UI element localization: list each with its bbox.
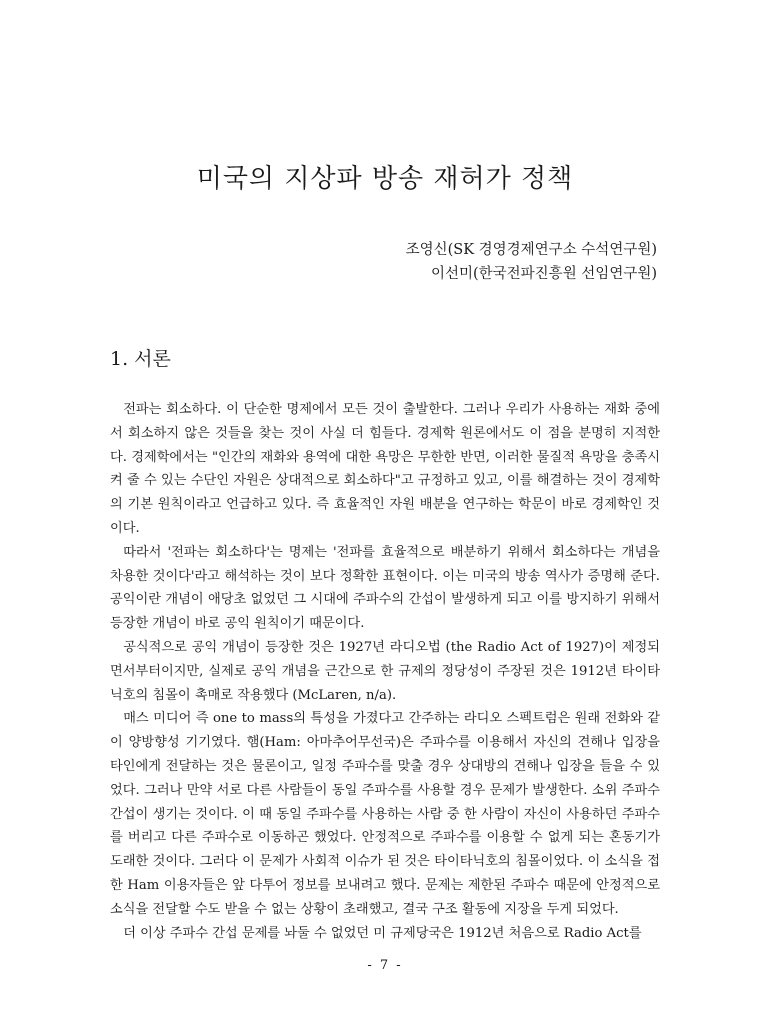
paragraph: 더 이상 주파수 간섭 문제를 놔둘 수 없었던 미 규제당국은 1912년 처음으로 Radio Act를 — [123, 925, 642, 941]
paragraph: 따라서 '전파는 회소하다'는 명제는 '전파를 효율적으로 배분하기 위해서 회소하다는 개념을 차용한 것이다'라고 해석하는 것이 보다 정확한 표현이다. 이는 미국의 방송 역사가 증명해 준다. 공익이란 개념이 애당초 없었던 그 시대에 주파수의 간섭이 발생하게 되고 이를 방지하기 위해서 등장한 개념이 바로 공익 원칙이기 때문이다. — [110, 544, 660, 632]
page-title: 미국의 지상파 방송 재허가 정책 — [196, 164, 574, 194]
section-heading: 1. 서론 — [110, 348, 171, 370]
author-line: 이선미(한국전파진흥원 선임연구원) — [430, 266, 657, 282]
body-text — [110, 398, 660, 945]
paragraph: 공식적으로 공익 개념이 등장한 것은 1927년 라디오법 (the Radio Act of 1927)이 제정되면서부터이지만, 실제로 공익 개념을 근간으로 한 규제의 정당성이 주장된 것은 1912년 타이타닉호의 침몰이 촉매로 작용했다 (McLaren, n/a). — [110, 639, 660, 703]
author-list — [406, 238, 657, 286]
page-number: - 7 - — [367, 958, 403, 973]
paragraph: 전파는 회소하다. 이 단순한 명제에서 모든 것이 출발한다. 그러나 우리가 사용하는 재화 중에서 회소하지 않은 것들을 찾는 것이 사실 더 힘들다. 경제학 원론에서도 이 점을 분명히 지적한다. 경제학에서는 "인간의 재화와 용역에 대한 욕망은 무한한 반면, 이러한 물질적 욕망을 충족시켜 줄 수 있는 수단인 자원은 상대적으로 회소하다"고 규정하고 있고, 이를 해결하는 것이 경제학의 기본 원칙이라고 언급하고 있다. 즉 효율적인 자원 배분을 연구하는 학문이 바로 경제학인 것이다. — [110, 402, 660, 536]
paragraph: 매스 미디어 즉 one to mass의 특성을 가졌다고 간주하는 라디오 스펙트럼은 원래 전화와 같이 양방향성 기기였다. 햄(Ham: 아마추어무선국)은 주파수를 이용해서 자신의 견해나 입장을 타인에게 전달하는 것은 물론이고, 일정 주파수를 맞출 경우 상대방의 견해나 입장을 들을 수 있었다. 그러나 만약 서로 다른 사람들이 동일 주파수를 사용할 경우 문제가 발생한다. 소위 주파수 간섭이 생기는 것이다. 이 때 동일 주파수를 사용하는 사람 중 한 사람이 자신이 사용하던 주파수를 버리고 다른 주파수로 이동하곤 했었다. 안정적으로 주파수를 이용할 수 없게 되는 혼동기가 도래한 것이다. 그러다 이 문제가 사회적 이슈가 된 것은 타이타닉호의 침몰이었다. 이 소식을 접한 Ham 이용자들은 앞 다투어 정보를 보내려고 했다. 문제는 제한된 주파수 때문에 안정적으로 소식을 전달할 수도 받을 수 없는 상황이 초래했고, 결국 구조 활동에 지장을 두게 되었다. — [110, 711, 660, 917]
author-line: 조영신(SK 경영경제연구소 수석연구원) — [405, 242, 657, 258]
